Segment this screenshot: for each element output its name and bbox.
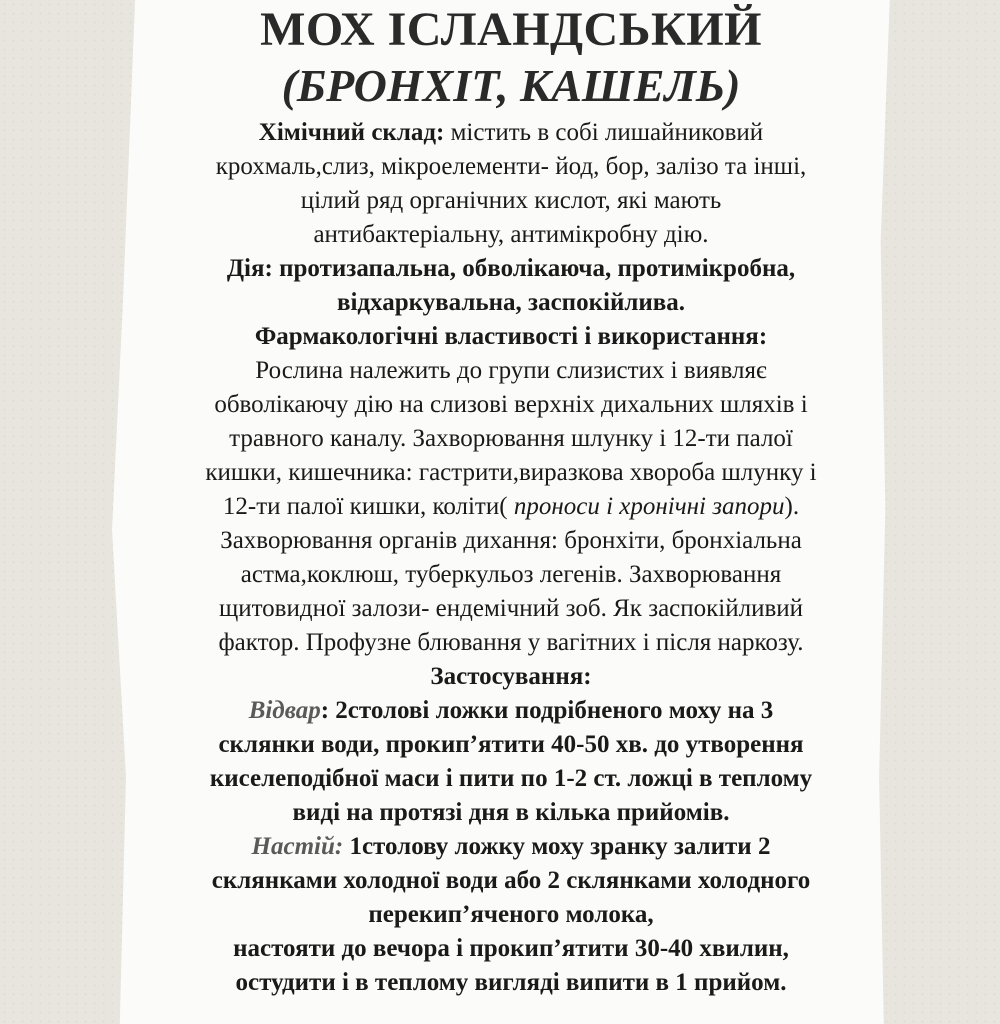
action-label: Дія: [226,255,273,282]
infusion-line-3: перекип’яченого молока, [368,901,654,928]
infusion-line-2: склянками холодної води або 2 склянками холодного [211,867,811,894]
decoction-line-4: виді на протязі дня в кілька прийомів. [292,799,730,826]
pharma-line-8: щитовидної залози- ендемічний зоб. Як заспокійливий [218,595,804,622]
pharma-line-9: фактор. Профузне блювання у вагітних і після наркозу. [218,629,804,656]
pharma-line-6: Захворювання органів дихання: бронхіти, бронхіальна [220,527,802,554]
composition-label: Хімічний склад: [258,119,445,146]
infusion-line-5: остудити і в теплому вигляді випити в 1 прийом. [235,969,787,996]
composition-line-2: крохмаль,слиз, мікроелементи- йод, бор, залізо та інші, [215,153,807,180]
pharma-heading: Фармакологічні властивості і використання: [254,323,768,350]
usage-heading: Застосування: [430,663,592,690]
composition-line-4: антибактеріальну, антимікробну дію. [313,221,709,248]
decoction-line-2: склянки води, прокип’ятити 40-50 хв. до утворення [218,731,804,758]
action-line-2: відхаркувальна, заспокійлива. [336,289,686,316]
pharma-line-2: обволікаючу дію на слизові верхніх дихальних шляхів і [214,391,808,418]
document-subtitle: (БРОНХІТ, КАШЕЛЬ) [281,60,741,111]
decoction-label: Відвар [248,697,321,724]
leaflet-text [120,0,902,1000]
pharma-line-3: травного каналу. Захворювання шлунку і 12-ти палої [229,425,793,452]
pharma-line-1: Рослина належить до групи слизистих і виявляє [255,357,767,384]
composition-line-1: Хімічний склад: містить в собі лишайниковий [258,119,764,146]
document-title: МОХ ІСЛАНДСЬКИЙ [260,3,762,56]
infusion-label: Настій: [251,833,344,860]
action-line-1: Дія: протизапальна, обволікаюча, протимікробна, [226,255,796,282]
pharma-line-4: кишки, кишечника: гастрити,виразкова хвороба шлунку і [205,459,817,486]
decoction-line-3: киселеподібної маси і пити по 1-2 ст. ложці в теплому [209,765,813,792]
decoction-line-1: Відвар: 2столові ложки подрібненого моху на 3 [248,697,774,724]
pharma-line-7: астма,коклюш, туберкульоз легенів. Захворювання [240,561,782,588]
composition-line-3: цілий ряд органічних кислот, які мають [300,187,722,214]
infusion-line-4: настояти до вечора і прокип’ятити 30-40 хвилин, [233,935,789,962]
infusion-line-1: Настій: 1столову ложку моху зранку залити 2 [251,833,771,860]
pharma-line-5: 12-ти палої кишки, коліти( проноси і хронічні запори). [222,493,800,520]
